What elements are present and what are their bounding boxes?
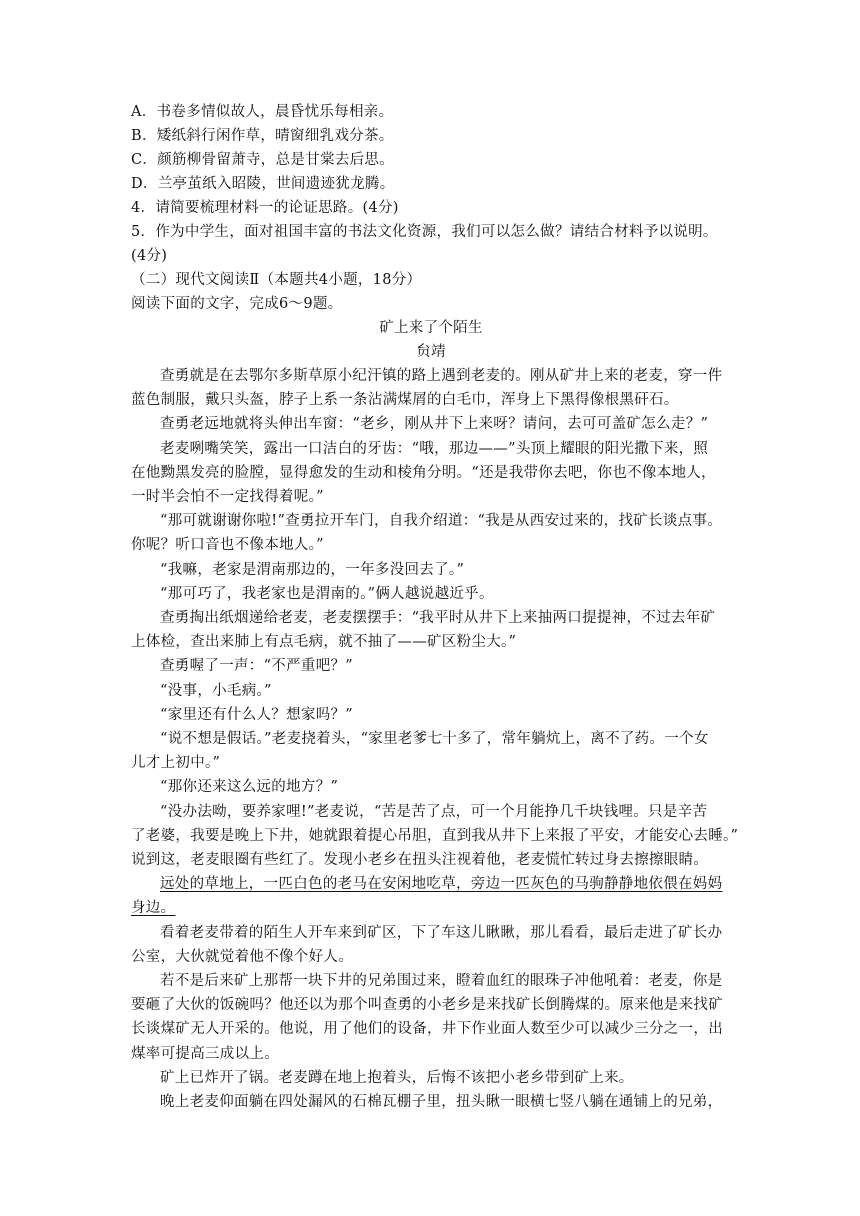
option-a: A．书卷多情似故人，晨昏忧乐每相亲。 bbox=[131, 104, 394, 120]
question-5-points: (4分) bbox=[131, 248, 168, 264]
paragraph-line: 远处的草地上，一匹白色的老马在安闲地吃草，旁边一匹灰色的马驹静静地依偎在妈妈 bbox=[160, 876, 723, 893]
story-title: 矿上来了个陌生 bbox=[379, 320, 483, 336]
option-b: B．矮纸斜行闲作草，晴窗细乳戏分茶。 bbox=[131, 128, 394, 144]
paragraph-line: 晚上老麦仰面躺在四处漏风的石棉瓦棚子里，扭头瞅一眼横七竖八躺在通铺上的兄弟， bbox=[160, 1094, 723, 1110]
paragraph-line: “没事，小毛病。” bbox=[160, 682, 272, 699]
paragraph-line: 煤率可提高三成以上。 bbox=[131, 1045, 279, 1062]
paragraph-line: 要砸了大伙的饭碗吗？他还以为那个叫查勇的小老乡是来找矿长倒腾煤的。原来他是来找矿 bbox=[131, 997, 723, 1014]
paragraph-line: “那可巧了，我老家也是渭南的。”俩人越说越近乎。 bbox=[160, 585, 494, 602]
paragraph-line: 在他黝黑发亮的脸膛，显得愈发的生动和棱角分明。“还是我带你去吧，你也不像本地人， bbox=[131, 464, 716, 481]
paragraph-line: 公室，大伙就觉着他不像个好人。 bbox=[131, 948, 353, 965]
paragraph-line: 儿才上初中。” bbox=[131, 755, 221, 772]
section-heading: （二）现代文阅读Ⅱ（本题共4小题，18分） bbox=[131, 272, 422, 288]
paragraph-line: “那可就谢谢你啦!”查勇拉开车门，自我介绍道：“我是从西安过来的，找矿长谈点事。 bbox=[160, 513, 723, 530]
reading-instruction: 阅读下面的文字，完成6～9题。 bbox=[131, 296, 343, 312]
question-4: 4．请简要梳理材料一的论证思路。(4分) bbox=[131, 200, 399, 216]
paragraph-line: 上体检，查出来肺上有点毛病，就不抽了——矿区粉尘大。” bbox=[131, 634, 517, 651]
paragraph-line: “那你还来这么远的地方？” bbox=[160, 779, 339, 796]
paragraph-line: 查勇喔了一声：“不严重吧？” bbox=[160, 658, 354, 675]
paragraph-line: 老麦咧嘴笑笑，露出一口洁白的牙齿：“哦，那边——”头顶上耀眼的阳光撒下来，照 bbox=[160, 440, 709, 457]
question-5: 5．作为中学生，面对祖国丰富的书法文化资源，我们可以怎么做？请结合材料予以说明。 bbox=[131, 224, 718, 240]
paragraph-line: 看着老麦带着的陌生人开车来到矿区，下了车这儿瞅瞅，那儿看看，最后走进了矿长办 bbox=[160, 924, 723, 941]
paragraph-line: “说不想是假话。”老麦挠着头，“家里老爹七十多了，常年躺炕上，离不了药。一个女 bbox=[160, 731, 709, 747]
option-d: D．兰亭茧纸入昭陵，世间遗迹犹龙腾。 bbox=[131, 176, 395, 192]
paragraph-line: 蓝色制服，戴只头盔，脖子上系一条沾满煤屑的白毛巾，浑身上下黑得像根黑矸石。 bbox=[131, 392, 679, 409]
paragraph-line: “家里还有什么人？想家吗？” bbox=[160, 706, 354, 723]
paragraph-line: 查勇掏出纸烟递给老麦，老麦摆摆手：“我平时从井下上来抽两口提提神，不过去年矿 bbox=[160, 610, 716, 626]
paragraph-line: “我嘛，老家是渭南那边的，一年多没回去了。” bbox=[160, 561, 465, 578]
option-c: C．颜筋柳骨留萧寺，总是甘棠去后思。 bbox=[131, 152, 394, 168]
paragraph-line: 若不是后来矿上那帮一块下井的兄弟围过来，瞪着血红的眼珠子冲他吼着：老麦，你是 bbox=[160, 973, 723, 989]
paragraph-line: 一时半会怕不一定找得着呢。” bbox=[131, 489, 324, 505]
paragraph-line: 身边。 bbox=[131, 900, 176, 917]
paragraph-line: “没办法呦，要养家哩!”老麦说，“苦是苦了点，可一个月能挣几千块钱哩。只是辛苦 bbox=[160, 803, 708, 820]
paragraph-line: 矿上已炸开了锅。老麦蹲在地上抱着头，后悔不该把小老乡带到矿上来。 bbox=[160, 1069, 634, 1086]
paragraph-line: 长谈煤矿无人开采的。他说，用了他们的设备，井下作业面人数至少可以减少三分之一，出 bbox=[131, 1021, 723, 1038]
paragraph-line: 你呢？听口音也不像本地人。” bbox=[131, 537, 324, 554]
story-author: 贠靖 bbox=[416, 344, 446, 360]
paragraph-line: 了老婆，我要是晚上下井，她就跟着提心吊胆，直到我从井下上来报了平安，才能安心去睡。” bbox=[131, 827, 739, 844]
paragraph-line: 查勇老远地就将头伸出车窗：“老乡，刚从井下上来呀？请问，去可可盖矿怎么走？” bbox=[160, 416, 709, 433]
paragraph-line: 查勇就是在去鄂尔多斯草原小纪汗镇的路上遇到老麦的。刚从矿井上来的老麦，穿一件 bbox=[160, 368, 723, 384]
paragraph-line: 说到这，老麦眼圈有些红了。发现小老乡在扭头注视着他，老麦慌忙转过身去擦擦眼睛。 bbox=[131, 852, 709, 868]
